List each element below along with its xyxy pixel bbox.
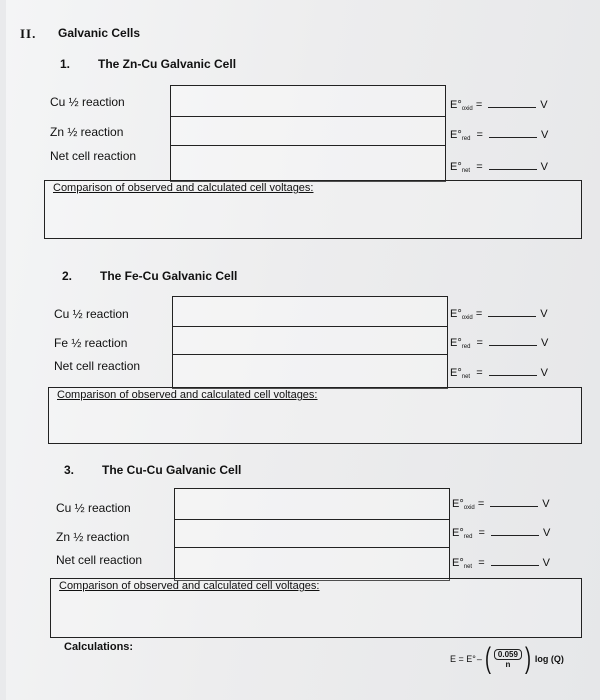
answer-blank[interactable] (489, 128, 537, 138)
cell-title: The Fe-Cu Galvanic Cell (100, 269, 238, 283)
row-divider (171, 116, 445, 117)
comparison-box[interactable] (44, 180, 582, 239)
row-divider (173, 326, 447, 327)
cell-number: 2. (62, 269, 73, 283)
answer-blank[interactable] (489, 336, 537, 346)
cu-half-reaction-label: Cu ½ reaction (50, 95, 125, 109)
formula-log-term: log (Q) (534, 654, 564, 664)
zn-half-reaction-label: Zn ½ reaction (50, 125, 124, 139)
answer-blank[interactable] (490, 497, 538, 507)
e-red-field[interactable]: $E^\circ_{red} = V$ (450, 337, 549, 350)
reaction-input-box[interactable] (172, 296, 448, 389)
comparison-label: Comparison of observed and calculated cell voltages: (57, 389, 318, 401)
comparison-box[interactable] (48, 387, 582, 444)
formula-fraction (494, 649, 522, 669)
e-net-field[interactable]: $E^\circ_{net} = V$ (450, 367, 548, 380)
comparison-box[interactable] (50, 578, 582, 638)
answer-blank[interactable] (488, 98, 536, 108)
cell-number: 3. (64, 463, 75, 477)
e-red-field[interactable]: $E^\circ_{red} = V$ (450, 129, 549, 142)
zn-half-reaction-label: Zn ½ reaction (56, 530, 130, 544)
answer-blank[interactable] (489, 366, 537, 376)
row-divider (173, 354, 447, 355)
fe-half-reaction-label: Fe ½ reaction (54, 336, 128, 350)
section-numeral: II. (20, 26, 37, 41)
cell-title: The Cu-Cu Galvanic Cell (102, 463, 242, 477)
cu-half-reaction-label: Cu ½ reaction (54, 307, 129, 321)
calculations-label: Calculations: (64, 641, 134, 653)
net-reaction-label: Net cell reaction (54, 359, 141, 373)
e-net-field[interactable]: $E^\circ_{net} = V$ (452, 557, 550, 570)
cell-title: The Zn-Cu Galvanic Cell (98, 57, 237, 71)
row-divider (171, 145, 445, 146)
answer-blank[interactable] (491, 556, 539, 566)
reaction-input-box[interactable] (174, 488, 450, 581)
answer-blank[interactable] (488, 307, 536, 317)
formula-minus: – (476, 654, 482, 664)
e-oxid-field[interactable]: $E^\circ_{oxid} = V$ (450, 99, 548, 112)
cu-half-reaction-label: Cu ½ reaction (56, 501, 131, 515)
net-reaction-label: Net cell reaction (56, 553, 143, 567)
section-title: Galvanic Cells (58, 26, 141, 40)
e-red-field[interactable]: $E^\circ_{red} = V$ (452, 527, 551, 540)
e-net-field[interactable]: $E^\circ_{net} = V$ (450, 161, 548, 174)
formula-lhs: E = E° (450, 654, 476, 664)
formula-numerator: 0.059 (494, 649, 522, 660)
reaction-input-box[interactable] (170, 85, 446, 182)
nernst-equation: E = E° – ( $\frac{0.059}{n}$ ) log (Q) (450, 642, 564, 675)
answer-blank[interactable] (489, 160, 537, 170)
cell-number: 1. (60, 57, 71, 71)
net-reaction-label: Net cell reaction (50, 149, 137, 163)
e-oxid-field[interactable]: $E^\circ_{oxid} = V$ (452, 498, 550, 511)
row-divider (175, 547, 449, 548)
worksheet-page (6, 0, 600, 700)
row-divider (175, 519, 449, 520)
formula-denominator: n (505, 660, 511, 669)
e-oxid-field[interactable]: $E^\circ_{oxid} = V$ (450, 308, 548, 321)
comparison-label: Comparison of observed and calculated cell voltages: (53, 182, 314, 194)
comparison-label: Comparison of observed and calculated cell voltages: (59, 580, 320, 592)
answer-blank[interactable] (491, 526, 539, 536)
